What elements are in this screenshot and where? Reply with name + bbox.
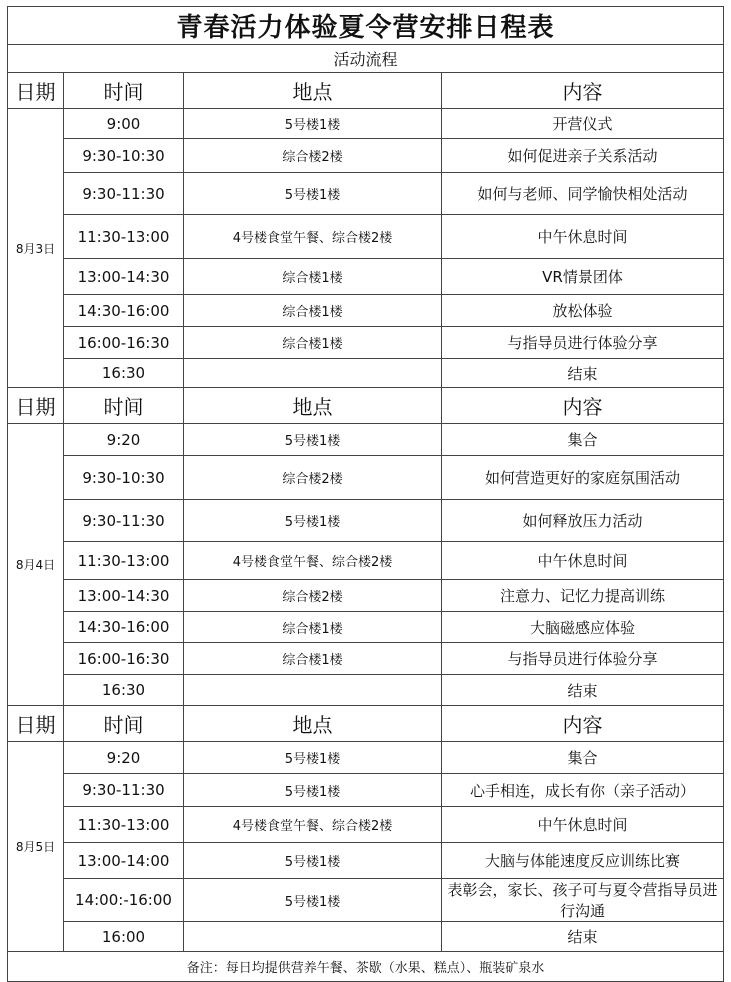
content-cell: 中午休息时间 (442, 807, 724, 843)
content-cell: 放松体验 (442, 295, 724, 327)
time-cell: 9:30-10:30 (64, 139, 184, 173)
schedule-row (8, 580, 724, 612)
time-cell: 11:30-13:00 (64, 542, 184, 580)
place-cell: 5号楼1楼 (184, 109, 442, 139)
schedule-row (8, 139, 724, 173)
schedule-row (8, 742, 724, 774)
content-cell: 中午休息时间 (442, 215, 724, 259)
page-subtitle: 活动流程 (8, 45, 724, 73)
schedule-row (8, 879, 724, 922)
time-cell: 9:00 (64, 109, 184, 139)
time-cell: 9:30-11:30 (64, 173, 184, 215)
place-cell: 综合楼1楼 (184, 327, 442, 359)
time-cell: 11:30-13:00 (64, 215, 184, 259)
place-cell: 5号楼1楼 (184, 500, 442, 542)
header-content: 内容 (442, 388, 724, 424)
schedule-row (8, 643, 724, 675)
place-cell: 综合楼1楼 (184, 643, 442, 675)
schedule-row (8, 109, 724, 139)
schedule-row (8, 774, 724, 807)
footer-note: 备注：每日均提供营养午餐、茶歇（水果、糕点）、瓶装矿泉水 (8, 952, 724, 982)
schedule-row (8, 359, 724, 388)
content-cell: 中午休息时间 (442, 542, 724, 580)
time-cell: 9:30-11:30 (64, 500, 184, 542)
place-cell: 4号楼食堂午餐、综合楼2楼 (184, 807, 442, 843)
schedule-row (8, 807, 724, 843)
place-cell: 综合楼2楼 (184, 139, 442, 173)
header-time: 时间 (64, 706, 184, 742)
schedule-row (8, 424, 724, 456)
content-cell: 与指导员进行体验分享 (442, 327, 724, 359)
place-cell: 5号楼1楼 (184, 173, 442, 215)
content-cell: 如何释放压力活动 (442, 500, 724, 542)
header-place: 地点 (184, 388, 442, 424)
time-cell: 14:30-16:00 (64, 295, 184, 327)
place-cell: 4号楼食堂午餐、综合楼2楼 (184, 215, 442, 259)
content-cell: VR情景团体 (442, 259, 724, 295)
schedule-row (8, 173, 724, 215)
schedule-row (8, 456, 724, 500)
place-cell: 综合楼1楼 (184, 259, 442, 295)
place-cell: 5号楼1楼 (184, 742, 442, 774)
header-content: 内容 (442, 706, 724, 742)
content-cell: 如何与老师、同学愉快相处活动 (442, 173, 724, 215)
content-cell: 心手相连，成长有你（亲子活动） (442, 774, 724, 807)
place-cell: 综合楼1楼 (184, 612, 442, 643)
place-cell: 综合楼2楼 (184, 456, 442, 500)
content-cell: 结束 (442, 675, 724, 706)
time-cell: 16:30 (64, 359, 184, 388)
place-cell: 5号楼1楼 (184, 424, 442, 456)
section-header-row (8, 388, 724, 424)
time-cell: 11:30-13:00 (64, 807, 184, 843)
place-cell: 4号楼食堂午餐、综合楼2楼 (184, 542, 442, 580)
schedule-row (8, 295, 724, 327)
page-title: 青春活力体验夏令营安排日程表 (8, 7, 724, 45)
place-cell: 综合楼2楼 (184, 580, 442, 612)
header-date: 日期 (8, 388, 64, 424)
content-cell: 表彰会，家长、孩子可与夏令营指导员进行沟通 (442, 879, 724, 922)
content-cell: 大脑与体能速度反应训练比赛 (442, 843, 724, 879)
schedule-row (8, 612, 724, 643)
date-cell: 8月5日 (8, 742, 64, 952)
schedule-row (8, 259, 724, 295)
content-cell: 如何营造更好的家庭氛围活动 (442, 456, 724, 500)
time-cell: 13:00-14:30 (64, 259, 184, 295)
header-place: 地点 (184, 73, 442, 109)
time-cell: 14:30-16:00 (64, 612, 184, 643)
time-cell: 16:30 (64, 675, 184, 706)
place-cell: 综合楼1楼 (184, 295, 442, 327)
header-date: 日期 (8, 73, 64, 109)
time-cell: 13:00-14:00 (64, 843, 184, 879)
time-cell: 16:00 (64, 922, 184, 952)
schedule-row (8, 843, 724, 879)
place-cell (184, 675, 442, 706)
schedule-row (8, 327, 724, 359)
header-place: 地点 (184, 706, 442, 742)
time-cell: 9:20 (64, 742, 184, 774)
header-date: 日期 (8, 706, 64, 742)
time-cell: 9:20 (64, 424, 184, 456)
content-cell: 大脑磁感应体验 (442, 612, 724, 643)
header-time: 时间 (64, 388, 184, 424)
note-row (8, 952, 724, 982)
header-content: 内容 (442, 73, 724, 109)
schedule-table (7, 6, 724, 982)
content-cell: 结束 (442, 922, 724, 952)
place-cell: 5号楼1楼 (184, 843, 442, 879)
place-cell (184, 922, 442, 952)
section-header-row (8, 706, 724, 742)
time-cell: 14:00:-16:00 (64, 879, 184, 922)
content-cell: 集合 (442, 424, 724, 456)
time-cell: 13:00-14:30 (64, 580, 184, 612)
content-cell: 集合 (442, 742, 724, 774)
schedule-row (8, 215, 724, 259)
schedule-row (8, 675, 724, 706)
time-cell: 16:00-16:30 (64, 327, 184, 359)
place-cell (184, 359, 442, 388)
content-cell: 与指导员进行体验分享 (442, 643, 724, 675)
time-cell: 9:30-10:30 (64, 456, 184, 500)
content-cell: 结束 (442, 359, 724, 388)
section-header-row (8, 73, 724, 109)
schedule-row (8, 500, 724, 542)
schedule-row (8, 922, 724, 952)
schedule-row (8, 542, 724, 580)
date-cell: 8月4日 (8, 424, 64, 706)
content-cell: 如何促进亲子关系活动 (442, 139, 724, 173)
time-cell: 9:30-11:30 (64, 774, 184, 807)
date-cell: 8月3日 (8, 109, 64, 388)
place-cell: 5号楼1楼 (184, 879, 442, 922)
time-cell: 16:00-16:30 (64, 643, 184, 675)
header-time: 时间 (64, 73, 184, 109)
content-cell: 开营仪式 (442, 109, 724, 139)
content-cell: 注意力、记忆力提高训练 (442, 580, 724, 612)
place-cell: 5号楼1楼 (184, 774, 442, 807)
